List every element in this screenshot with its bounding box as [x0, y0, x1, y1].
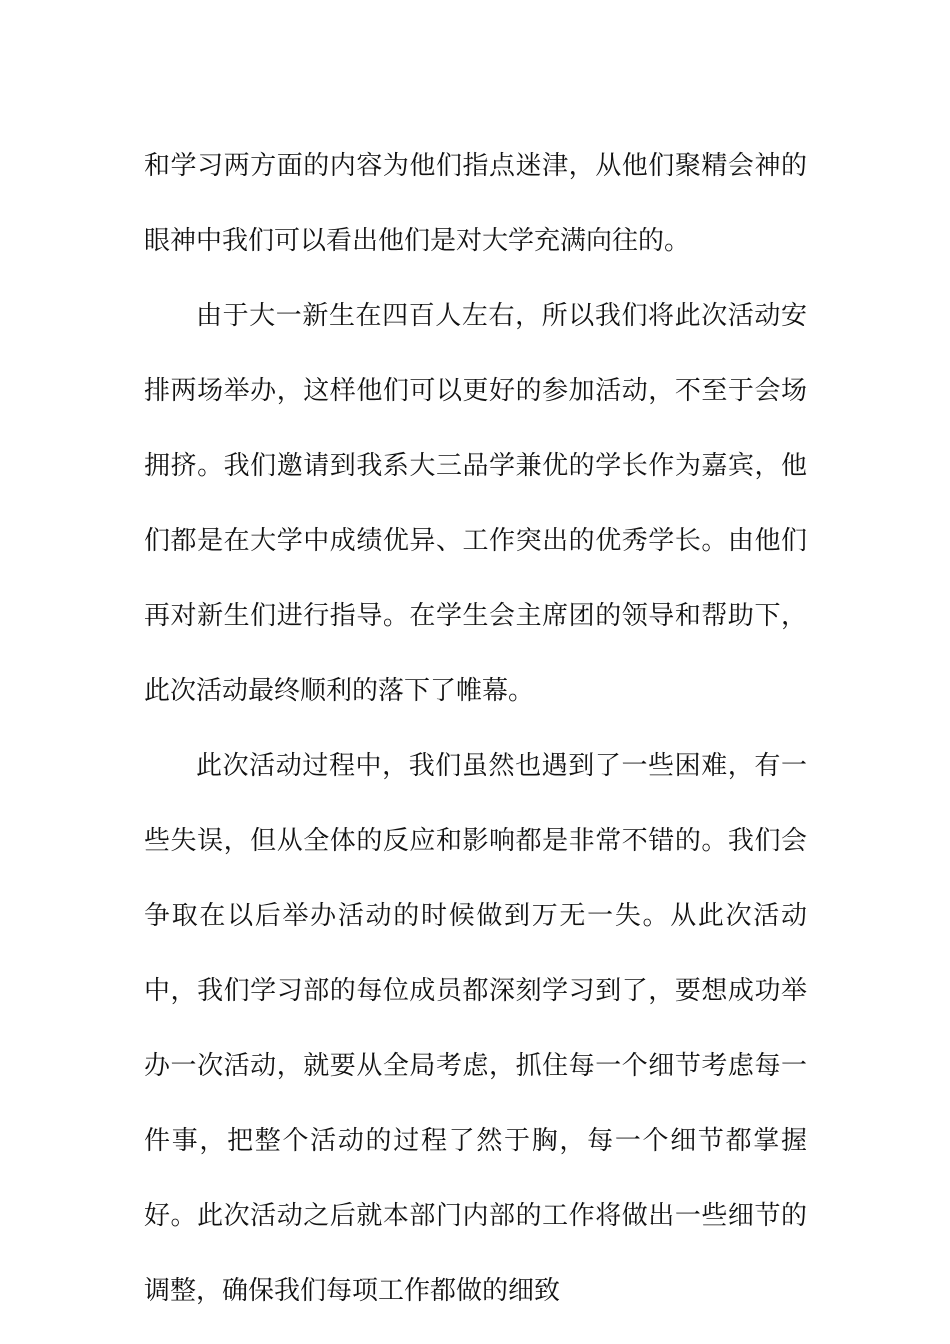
body-text — [144, 129, 807, 1329]
paragraph-1: 和学习两方面的内容为他们指点迷津，从他们聚精会神的眼神中我们可以看出他们是对大学充满向往的。 — [144, 151, 807, 256]
paragraph-2: 由于大一新生在四百人左右，所以我们将此次活动安排两场举办，这样他们可以更好的参加活动，不至于会场拥挤。我们邀请到我系大三品学兼优的学长作为嘉宾，他们都是在大学中成绩优异、工作突出的优秀学长。由他们再对新生们进行指导。在学生会主席团的领导和帮助下，此次活动最终顺利的落下了帷幕。 — [144, 301, 807, 706]
paragraph-3: 此次活动过程中，我们虽然也遇到了一些困难，有一些失误，但从全体的反应和影响都是非常不错的。我们会争取在以后举办活动的时候做到万无一失。从此次活动中，我们学习部的每位成员都深刻学习到了，要想成功举办一次活动，就要从全局考虑，抓住每一个细节考虑每一件事，把整个活动的过程了然于胸，每一个细节都掌握好。此次活动之后就本部门内部的工作将做出一些细节的调整，确保我们每项工作都做的细致 — [144, 751, 807, 1306]
